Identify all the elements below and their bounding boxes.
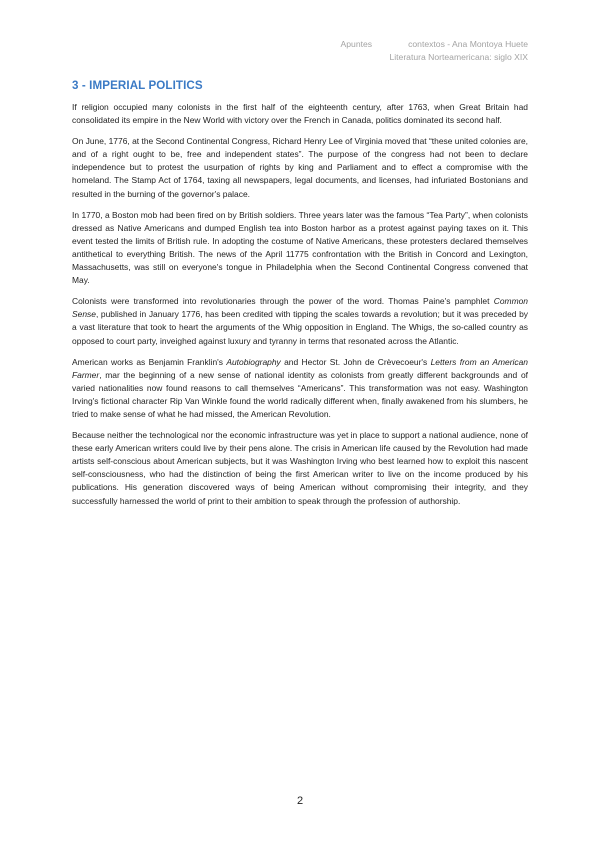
paragraph-6: Because neither the technological nor the economic infrastructure was yet in place to support a national audience, none of these early American writers could live by their pens alone. The crisis in American life caused by the Revolution had made artists self-conscious about American subjects, but it was Washington Irving who best learned how to exploit this nascent self-consciousness, who had the distinction of being the first American writer to live on the income produced by his publications. His generation discovered ways of being American without compromising their integrity, and they successfully harnessed the world of print to their ambition to speak through the profession of authorship. bbox=[72, 430, 528, 506]
paragraph-4-title-common-sense: Common Sense bbox=[72, 296, 528, 320]
paragraph-4-text-a: Colonists were transformed into revolutionaries through the power of the word. Thomas Paine's pamphlet bbox=[72, 296, 494, 307]
paragraph-4-text-b: , published in January 1776, has been credited with tipping the scales towards a revolution; but it was preceded by a vast literature that took to heart the arguments of the Whig opposition in England. The Whigs, the so-called country as opposed to court party, inveighed against luxury and tyranny in terms that resonated across the Atlantic. bbox=[72, 309, 528, 346]
paragraph-5-text-b: and Hector St. John de Crèvecoeur's bbox=[280, 356, 431, 367]
paragraph-5-title-letters: Letters from an American Farmer bbox=[72, 356, 528, 380]
running-header-line-2: Literatura Norteamericana: siglo XIX bbox=[389, 52, 528, 62]
paragraph-4 bbox=[72, 295, 528, 347]
paragraph-2: On June, 1776, at the Second Continental Congress, Richard Henry Lee of Virginia moved that “these united colonies are, and of a right ought to be, free and independent states”. The purpose of the congress had not been to declare independence but to protest the usurpation of rights by king and Parliament and to effect a compromise with the homeland. The Stamp Act of 1764, taxing all newspapers, legal documents, and licenses, had infuriated Bostonians and resulted in the burning of the governor's palace. bbox=[72, 136, 528, 199]
body-text bbox=[72, 101, 528, 516]
running-header-line-1 bbox=[341, 38, 528, 51]
paragraph-5 bbox=[72, 356, 528, 421]
paragraph-1: If religion occupied many colonists in the first half of the eighteenth century, after 1763, when Great Britain had consolidated its empire in the New World with victory over the French in Canada, politics dominated its second half. bbox=[72, 102, 528, 126]
section-heading: 3 - IMPERIAL POLITICS bbox=[72, 79, 203, 92]
header-center-text: contextos - Ana Montoya Huete bbox=[408, 39, 528, 49]
page-number: 2 bbox=[296, 795, 304, 807]
running-header bbox=[341, 38, 528, 64]
paragraph-5-text-c: , mar the beginning of a new sense of national identity as colonists from greatly different backgrounds and of varied nationalities now found reasons to call themselves “Americans”. This transformation was not easy. Washington Irving's fictional character Rip Van Winkle found the world radically different when, finally awakened from his slumbers, he tried to make sense of what he had missed, the American Revolution. bbox=[72, 369, 528, 419]
paragraph-3: In 1770, a Boston mob had been fired on by British soldiers. Three years later was the famous “Tea Party”, when colonists dressed as Native Americans and dumped English tea into Boston harbor as a protest against paying taxes on it. This event tested the limits of British rule. In adopting the costume of Native Americans, these protesters declared themselves antithetical to everything British. The news of the April 11775 confrontation with the British in Concord and Lexington, Massachusetts, was still on everyone's tongue in Philadelphia when the Second Continental Congress convened that May. bbox=[72, 209, 528, 286]
paragraph-5-text-a: American works as Benjamin Franklin's bbox=[72, 356, 227, 367]
paragraph-5-title-autobiography: Autobiography bbox=[226, 356, 281, 367]
header-left-text: Apuntes bbox=[340, 39, 373, 49]
